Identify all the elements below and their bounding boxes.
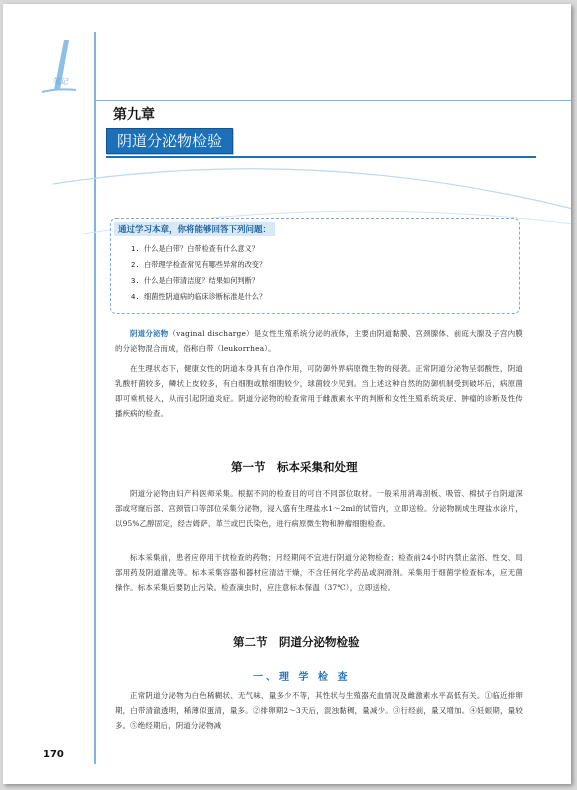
section-2-title: 第二节 阴道分泌物检验 bbox=[233, 635, 360, 649]
section-2-paragraph-1: 正常阴道分泌物为白色稀糊状、无气味、量多少不等，其性状与生殖器充血情况及雌激素水平高低有关。①临近排卵期，白带清澈透明，稀薄似蛋清，量多。②排卵期2～3天后，混浊黏稠，量减少。③行经前，量又增加。④妊娠期，量较多。⑤绝经期后，阴道分泌物减 bbox=[115, 691, 523, 730]
subsection-title: 一、理 学 检 查 bbox=[253, 672, 351, 683]
question-item: 1. 什么是白带？白带检查有什么意义？ bbox=[131, 244, 259, 253]
section-1-paragraph-1: 阴道分泌物由妇产科医师采集。根据不同的检查目的可自不同部位取材。一般采用消毒刮板、吸管、棉拭子自阴道深部或穹窿后部、宫颈管口等部位采集分泌物，浸入盛有生理盐水1～2ml的试管内，立即送检。分泌物制成生理盐水涂片，以95%乙醇固定，经吉姆萨、革兰或巴氏染色，进行病原微生物和肿瘤细胞检查。 bbox=[115, 489, 523, 528]
intro-paragraph-2: 在生理状态下，健康女性的阴道本身具有自净作用，可防御外界病原微生物的侵袭。正常阴道分泌物呈弱酸性，阴道乳酸杆菌较多，鳞状上皮较多，有白细胞或脓细胞较少，球菌较少见到。当上述这种自然的防御机制受到破坏后，病原菌即可乘机侵入，从而引起阴道炎症。阴道分泌物的检查常用于雌激素水平的判断和女性生殖系统炎症、肿瘤的诊断及性传播疾病的检查。 bbox=[115, 364, 523, 418]
question-item: 3. 什么是白带清洁度？结果如何判断？ bbox=[131, 276, 259, 285]
key-term: 阴道分泌物 bbox=[130, 329, 169, 338]
intro-text: （vaginal discharge）是女性生殖系统分泌的液体，主要由阴道黏膜、宫颈腺体、前庭大腺及子宫内膜的分泌物混合而成，俗称白带（leukorrhea）。 bbox=[115, 329, 523, 353]
chapter-title: 阴道分泌物检验 bbox=[106, 128, 233, 154]
section-1-title: 第一节 标本采集和处理 bbox=[231, 460, 358, 474]
header-rule bbox=[95, 100, 571, 101]
chapter-number: 第九章 bbox=[113, 107, 155, 123]
margin-rule bbox=[94, 32, 96, 764]
questions-title: 通过学习本章，你将能够回答下列问题： bbox=[114, 222, 275, 236]
page-number: 170 bbox=[43, 749, 64, 760]
book-page bbox=[3, 4, 571, 784]
question-item: 2. 白带理学检查常见有哪些异常的改变？ bbox=[131, 260, 267, 269]
section-1-paragraph-2: 标本采集前，患者应停用干扰检查的药物；月经期间不宜进行阴道分泌物检查；检查前24小时内禁止盆浴、性交、局部用药及阴道灌洗等。标本采集容器和器材应清洁干燥，不含任何化学药品或润滑剂。采集用于细菌学检查标本，应无菌操作。标本采集后要防止污染。检查滴虫时，应注意标本保温（37℃），立即送检。 bbox=[115, 553, 523, 592]
notes-column bbox=[3, 4, 95, 784]
note-label: 笔记 bbox=[52, 77, 68, 86]
question-item: 4. 细菌性阴道病的临床诊断标准是什么？ bbox=[131, 292, 267, 301]
intro-paragraph bbox=[115, 326, 523, 356]
